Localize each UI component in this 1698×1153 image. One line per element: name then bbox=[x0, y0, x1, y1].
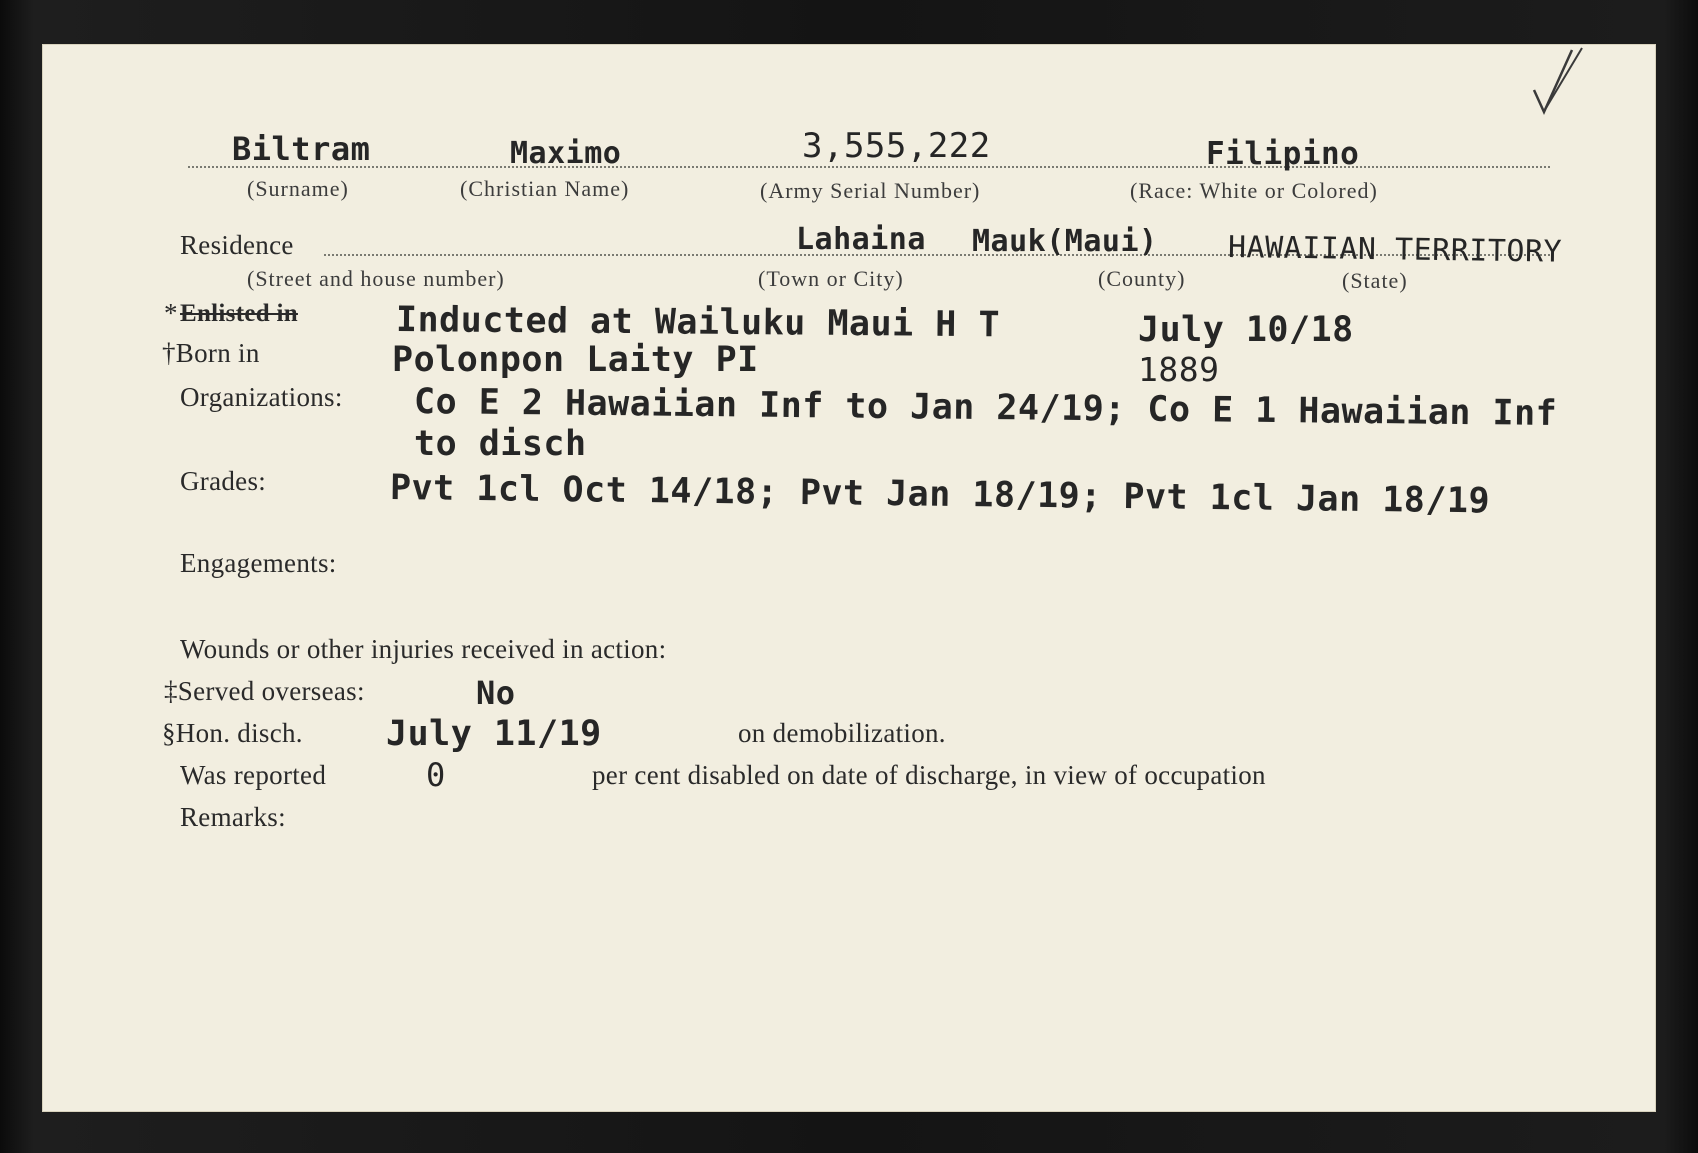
served-overseas-label: ‡Served overseas: bbox=[164, 676, 365, 706]
enlisted-date: July 10/18 bbox=[1138, 310, 1354, 350]
hon-disch-date: July 11/19 bbox=[386, 714, 602, 754]
street-caption: (Street and house number) bbox=[247, 266, 505, 291]
born-value: Polonpon Laity PI bbox=[392, 340, 759, 380]
organizations-line2: to disch bbox=[414, 424, 587, 464]
hon-disch-label: §Hon. disch. bbox=[162, 718, 303, 748]
disability-prefix: Was reported bbox=[180, 760, 327, 790]
christian-name-caption: (Christian Name) bbox=[460, 176, 630, 201]
enlisted-label: Enlisted in bbox=[180, 300, 298, 327]
town-caption: (Town or City) bbox=[758, 266, 904, 291]
wounds-label: Wounds or other injuries received in action: bbox=[180, 634, 667, 664]
checkmark-icon bbox=[1530, 46, 1590, 118]
surname-caption: (Surname) bbox=[247, 176, 349, 201]
residence-label: Residence bbox=[180, 230, 294, 260]
disability-value: 0 bbox=[426, 756, 446, 794]
state-value: HAWAIIAN TERRITORY bbox=[1227, 230, 1563, 270]
engagements-label: Engagements: bbox=[180, 548, 337, 578]
county-caption: (County) bbox=[1098, 266, 1186, 291]
disability-suffix: per cent disabled on date of discharge, in view of occupation bbox=[592, 760, 1266, 790]
organizations-label: Organizations: bbox=[180, 382, 343, 412]
grades-value: Pvt 1cl Oct 14/18; Pvt Jan 18/19; Pvt 1cl Jan 18/19 bbox=[389, 468, 1491, 522]
christian-name-value: Maximo bbox=[510, 136, 622, 171]
record-card bbox=[42, 44, 1656, 1112]
serial-caption: (Army Serial Number) bbox=[760, 178, 981, 203]
organizations-line1: Co E 2 Hawaiian Inf to Jan 24/19; Co E 1 Hawaiian Inf bbox=[413, 382, 1558, 434]
surname-value: Biltram bbox=[232, 130, 371, 168]
town-value: Lahaina bbox=[796, 222, 926, 257]
serial-number-value: 3,555,222 bbox=[802, 126, 991, 166]
race-value: Filipino bbox=[1206, 136, 1360, 172]
county-value: Mauk(Maui) bbox=[972, 224, 1158, 259]
born-year: 1889 bbox=[1138, 350, 1220, 389]
enlisted-value: Inducted at Wailuku Maui H T bbox=[395, 300, 1001, 346]
state-caption: (State) bbox=[1342, 268, 1408, 293]
served-overseas-value: No bbox=[476, 674, 516, 712]
hon-disch-suffix: on demobilization. bbox=[738, 718, 946, 748]
grades-label: Grades: bbox=[180, 466, 267, 496]
born-label: †Born in bbox=[162, 338, 260, 368]
race-caption: (Race: White or Colored) bbox=[1130, 178, 1378, 203]
enlisted-marker: * bbox=[164, 298, 178, 328]
remarks-label: Remarks: bbox=[180, 802, 286, 832]
